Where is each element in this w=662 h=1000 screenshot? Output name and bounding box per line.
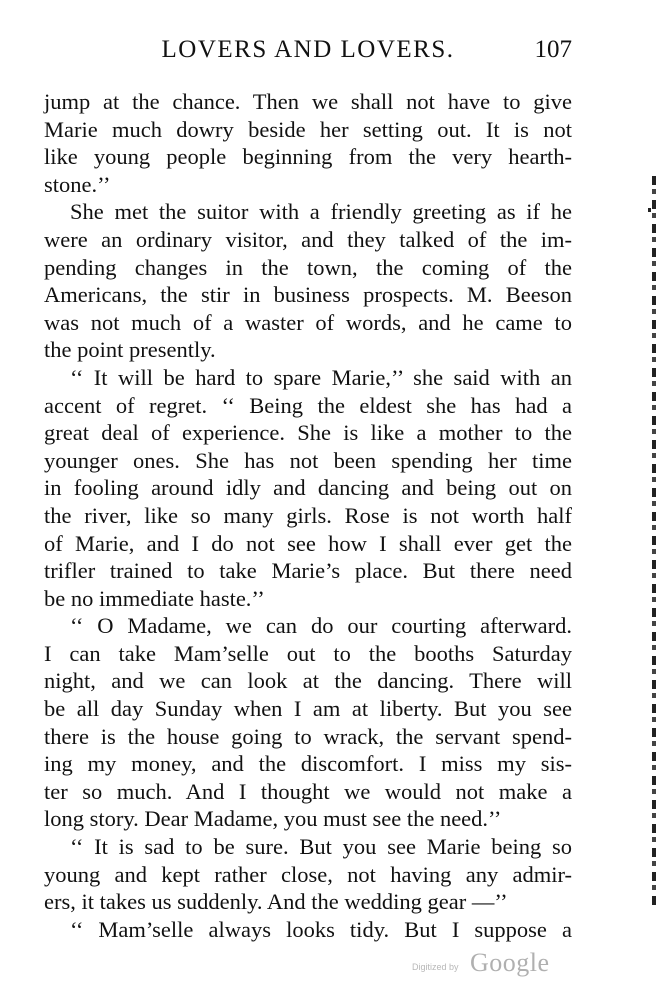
text-line: be all day Sunday when I am at liberty. But you see xyxy=(44,696,572,722)
text-line: ing my money, and the discomfort. I miss my sis- xyxy=(44,751,572,777)
text-line: long story. Dear Madame, you must see the need.’’ xyxy=(44,806,502,832)
text-line: were an ordinary visitor, and they talked of the im- xyxy=(44,226,572,252)
text-line: ‘‘ It is sad to be sure. But you see Marie being so xyxy=(70,834,572,860)
body-text xyxy=(44,88,572,943)
text-line: accent of regret. ‘‘ Being the eldest she has had a xyxy=(44,392,572,418)
text-line: pending changes in the town, the coming of the xyxy=(44,254,572,280)
running-head: LOVERS AND LOVERS. xyxy=(161,36,455,63)
digitized-by-watermark xyxy=(412,948,562,982)
text-line: ter so much. And I thought we would not make a xyxy=(44,778,572,804)
text-line: ‘‘ It will be hard to spare Marie,’’ she said with an xyxy=(70,364,572,390)
text-line: stone.’’ xyxy=(44,171,111,197)
text-line: be no immediate haste.’’ xyxy=(44,585,265,611)
text-line: great deal of experience. She is like a mother to the xyxy=(44,420,572,446)
text-line: ‘‘ Mam’selle always looks tidy. But I suppose a xyxy=(70,916,572,942)
text-line: trifler trained to take Marie’s place. But there need xyxy=(44,558,572,584)
page-header xyxy=(44,36,572,70)
text-line: the point presently. xyxy=(44,337,216,363)
text-line: younger ones. She has not been spending her time xyxy=(44,447,572,473)
text-line: was not much of a waster of words, and he came to xyxy=(44,309,572,335)
text-line: jump at the chance. Then we shall not have to give xyxy=(44,89,572,114)
text-line: Americans, the stir in business prospects. M. Beeson xyxy=(44,282,572,308)
text-line: the river, like so many girls. Rose is not worth half xyxy=(44,502,572,528)
text-line: ‘‘ O Madame, we can do our courting afterward. xyxy=(70,613,572,639)
text-line: in fooling around idly and dancing and being out on xyxy=(44,475,572,501)
text-line: Marie much dowry beside her setting out. It is not xyxy=(44,116,572,142)
google-logo: Google xyxy=(470,948,550,977)
digitized-label: Digitized by xyxy=(412,962,459,972)
text-line: there is the house going to wrack, the servant spend- xyxy=(44,723,572,749)
page-number: 107 xyxy=(534,36,572,63)
binding-strip xyxy=(652,176,656,906)
binding-speck xyxy=(648,208,651,212)
text-line: like young people beginning from the very hearth- xyxy=(44,144,572,170)
binding-edge-artifact xyxy=(648,176,658,906)
text-line: She met the suitor with a friendly greeting as if he xyxy=(70,199,572,225)
text-line: I can take Mam’selle out to the booths Saturday xyxy=(44,640,572,666)
text-line: night, and we can look at the dancing. There will xyxy=(44,668,572,694)
text-line: of Marie, and I do not see how I shall ever get the xyxy=(44,530,572,556)
text-line: young and kept rather close, not having any admir- xyxy=(44,861,572,887)
text-line: ers, it takes us suddenly. And the wedding gear —’’ xyxy=(44,889,508,915)
